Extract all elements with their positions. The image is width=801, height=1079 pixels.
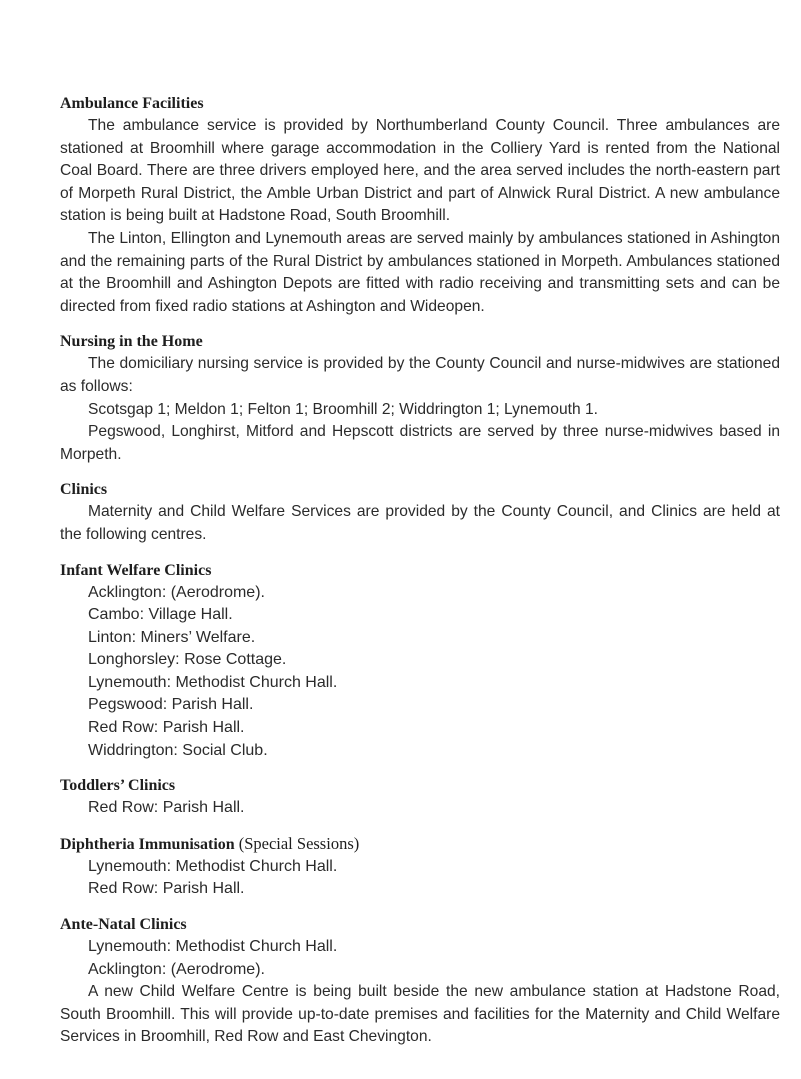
list-item: Lynemouth: Methodist Church Hall.: [88, 857, 338, 875]
list-item: Red Row: Parish Hall.: [88, 719, 245, 737]
ambulance-paragraph-2: The Linton, Ellington and Lynemouth areas are served mainly by ambulances stationed in Ashington and the remaining parts of the Rural District by ambulances stationed in Morpeth. Ambulances stationed at the Broomhill and Ashington Depots are fitted with radio receiving and transmitting sets and can be directed from fixed radio stations at Ashington and Wideopen.: [60, 229, 780, 315]
list-item: Lynemouth: Methodist Church Hall.: [88, 673, 338, 691]
list-item: Cambo: Village Hall.: [88, 606, 233, 624]
antenatal-heading: Ante-Natal Clinics: [60, 916, 187, 934]
list-item: Acklington: (Aerodrome).: [88, 960, 265, 978]
diphtheria-heading: [60, 833, 780, 856]
diphtheria-heading-qualifier: (Special Sessions): [238, 833, 360, 853]
list-item: Lynemouth: Methodist Church Hall.: [88, 938, 338, 956]
nursing-heading: Nursing in the Home: [60, 333, 203, 351]
toddlers-heading: Toddlers’ Clinics: [60, 777, 176, 795]
list-item: Acklington: (Aerodrome).: [88, 583, 265, 601]
ambulance-heading: Ambulance Facilities: [60, 95, 204, 112]
clinics-heading: Clinics: [60, 481, 108, 499]
toddlers-list: [60, 797, 780, 820]
clinics-paragraph: Maternity and Child Welfare Services are provided by the County Council, and Clinics are held at the following centres.: [60, 503, 780, 543]
list-item: Linton: Miners’ Welfare.: [88, 628, 256, 646]
diphtheria-heading-title: Diphtheria Immunisation: [60, 835, 235, 853]
list-item: Red Row: Parish Hall.: [88, 880, 245, 898]
ambulance-paragraph-1: The ambulance service is provided by Northumberland County Council. Three ambulances are stationed at Broomhill where garage accommodation in the Colliery Yard is rented from the National Coal Board. There are three drivers employed here, and the area served includes the north-eastern part of Morpeth Rural District, the Amble Urban District and part of Alnwick Rural District. A new ambulance station is being built at Hadstone Road, South Broomhill.: [60, 117, 780, 225]
nursing-stations: Scotsgap 1; Meldon 1; Felton 1; Broomhill 2; Widdrington 1; Lynemouth 1.: [88, 400, 598, 418]
nursing-paragraph-3: Pegswood, Longhirst, Mitford and Hepscott districts are served by three nurse-midwives based in Morpeth.: [60, 423, 780, 463]
infant-welfare-heading: Infant Welfare Clinics: [60, 561, 212, 579]
list-item: Pegswood: Parish Hall.: [88, 696, 254, 714]
document-page: [60, 93, 780, 1049]
list-item: Red Row: Parish Hall.: [88, 799, 245, 817]
antenatal-list: [60, 936, 780, 981]
infant-welfare-list: [60, 582, 780, 763]
diphtheria-list: [60, 856, 780, 901]
nursing-paragraph-1: The domiciliary nursing service is provided by the County Council and nurse-midwives are stationed as follows:: [60, 355, 780, 395]
list-item: Longhorsley: Rose Cottage.: [88, 651, 287, 669]
list-item: Widdrington: Social Club.: [88, 741, 268, 759]
antenatal-paragraph: A new Child Welfare Centre is being built beside the new ambulance station at Hadstone Road, South Broomhill. This will provide up-to-date premises and facilities for the Maternity and Child Welfare Services in Broomhill, Red Row and East Chevington.: [60, 983, 780, 1046]
